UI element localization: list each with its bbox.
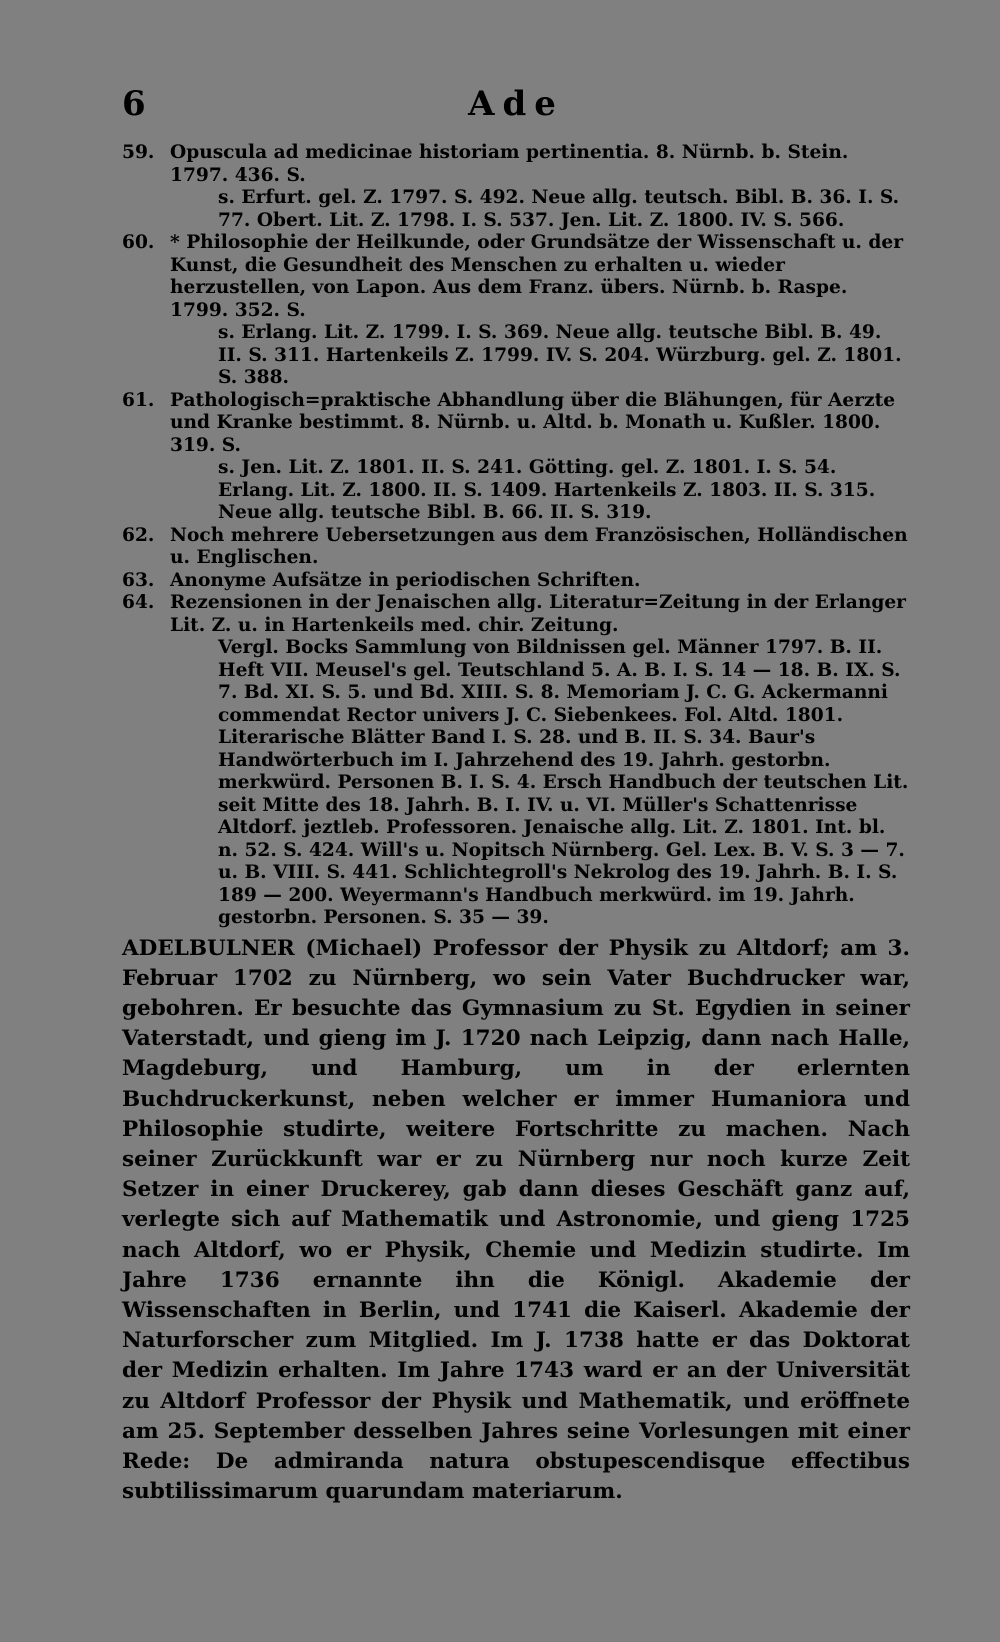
entry-number: 64.	[122, 592, 155, 613]
entry-title: Pathologisch=praktische Abhandlung über die Blähungen, für Aerzte und Kranke bestimmt. 8. Nürnb. u. Altd. b. Monath u. Kußler. 1800. 319. S.	[170, 389, 896, 456]
bibliography-entry	[122, 592, 910, 930]
entry-number: 60.	[122, 232, 155, 253]
biography-text: ADELBULNER (Michael) Professor der Physik zu Altdorf; am 3. Februar 1702 zu Nürnberg, wo sein Vater Buchdrucker war, gebohren. Er besuchte das Gymnasium zu St. Egydien in seiner Vaterstadt, und gieng im J. 1720 nach Leipzig, dann nach Halle, Magdeburg, und Hamburg, um in der erlernten Buchdruckerkunst, neben welcher er immer Humaniora und Philosophie studirte, weitere Fortschritte zu machen. Nach seiner Zurückkunft war er zu Nürnberg nur noch kurze Zeit Setzer in einer Druckerey, gab dann dieses Geschäft ganz auf, verlegte sich auf Mathematik und Astronomie, und gieng 1725 nach Altdorf, wo er Physik, Chemie und Medizin studirte. Im Jahre 1736 ernannte ihn die Königl. Akademie der Wissenschaften in Berlin, und 1741 die Kaiserl. Akademie der Naturforscher zum Mitglied. Im J. 1738 hatte er das Doktorat der Medizin erhalten. Im Jahre 1743 ward er an der Universität zu Altdorf Professor der Physik und Mathematik, und eröffnete am 25. September desselben Jahres seine Vorlesungen mit einer Rede: De admiranda natura obstupescendisque effectibus subtilissimarum quarundam materiarum.	[122, 935, 910, 1505]
entry-title: Rezensionen in der Jenaischen allg. Literatur=Zeitung in der Erlanger Lit. Z. u. in Hartenkeils med. chir. Zeitung.	[170, 592, 906, 636]
bibliography-entry	[122, 142, 910, 232]
bibliography-entry	[122, 525, 910, 570]
running-title: Ade	[468, 84, 564, 124]
entry-number: 59.	[122, 142, 155, 163]
bibliography-entry	[122, 570, 910, 593]
entry-title: Opuscula ad medicinae historiam pertinentia. 8. Nürnb. b. Stein. 1797. 436. S.	[170, 142, 849, 186]
entry-references: s. Erlang. Lit. Z. 1799. I. S. 369. Neue allg. teutsche Bibl. B. 49. II. S. 311. Hartenkeils Z. 1799. IV. S. 204. Würzburg. gel. Z. 1801. S. 388.	[218, 322, 902, 388]
biography-entry	[122, 934, 910, 1508]
entry-number: 62.	[122, 524, 155, 546]
entry-number: 61.	[122, 389, 155, 411]
page-header	[122, 84, 910, 142]
entry-title: Anonyme Aufsätze in periodischen Schriften.	[170, 569, 641, 591]
entry-title: Noch mehrere Uebersetzungen aus dem Französischen, Holländischen u. Englischen.	[170, 524, 908, 568]
page-number: 6	[122, 84, 146, 124]
bibliography-entry	[122, 390, 910, 525]
bibliography-list	[122, 142, 910, 930]
bibliography-entry	[122, 232, 910, 390]
entry-references: s. Jen. Lit. Z. 1801. II. S. 241. Götting. gel. Z. 1801. I. S. 54. Erlang. Lit. Z. 1800. II. S. 1409. Hartenkeils Z. 1803. II. S. 315. Neue allg. teutsche Bibl. B. 66. II. S. 319.	[218, 457, 876, 523]
entry-references: s. Erfurt. gel. Z. 1797. S. 492. Neue allg. teutsch. Bibl. B. 36. I. S. 77. Obert. Lit. Z. 1798. I. S. 537. Jen. Lit. Z. 1800. IV. S. 566.	[218, 187, 900, 231]
entry-number: 63.	[122, 569, 155, 591]
entry-references: Vergl. Bocks Sammlung von Bildnissen gel. Männer 1797. B. II. Heft VII. Meusel's gel. Teutschland 5. A. B. I. S. 14 — 18. B. IX. S. 7. Bd. XI. S. 5. und Bd. XIII. S. 8. Memoriam J. C. G. Ackermanni commendat Rector univers J. C. Siebenkees. Fol. Altd. 1801. Literarische Blätter Band I. S. 28. und B. II. S. 34. Baur's Handwörterbuch im I. Jahrzehend des 19. Jahrh. gestorbn. merkwürd. Personen B. I. S. 4. Ersch Handbuch der teutschen Lit. seit Mitte des 18. Jahrh. B. I. IV. u. VI. Müller's Schattenrisse Altdorf. jeztleb. Professoren. Jenaische allg. Lit. Z. 1801. Int. bl. n. 52. S. 424. Will's u. Nopitsch Nürnberg. Gel. Lex. B. V. S. 3 — 7. u. B. VIII. S. 441. Schlichtegroll's Nekrolog des 19. Jahrh. B. I. S. 189 — 200. Weyermann's Handbuch merkwürd. im 19. Jahrh. gestorbn. Personen. S. 35 — 39.	[218, 637, 909, 928]
entry-title: * Philosophie der Heilkunde, oder Grundsätze der Wissenschaft u. der Kunst, die Gesundheit des Menschen zu erhalten u. wieder herzustellen, von Lapon. Aus dem Franz. übers. Nürnb. b. Raspe. 1799. 352. S.	[170, 232, 904, 321]
